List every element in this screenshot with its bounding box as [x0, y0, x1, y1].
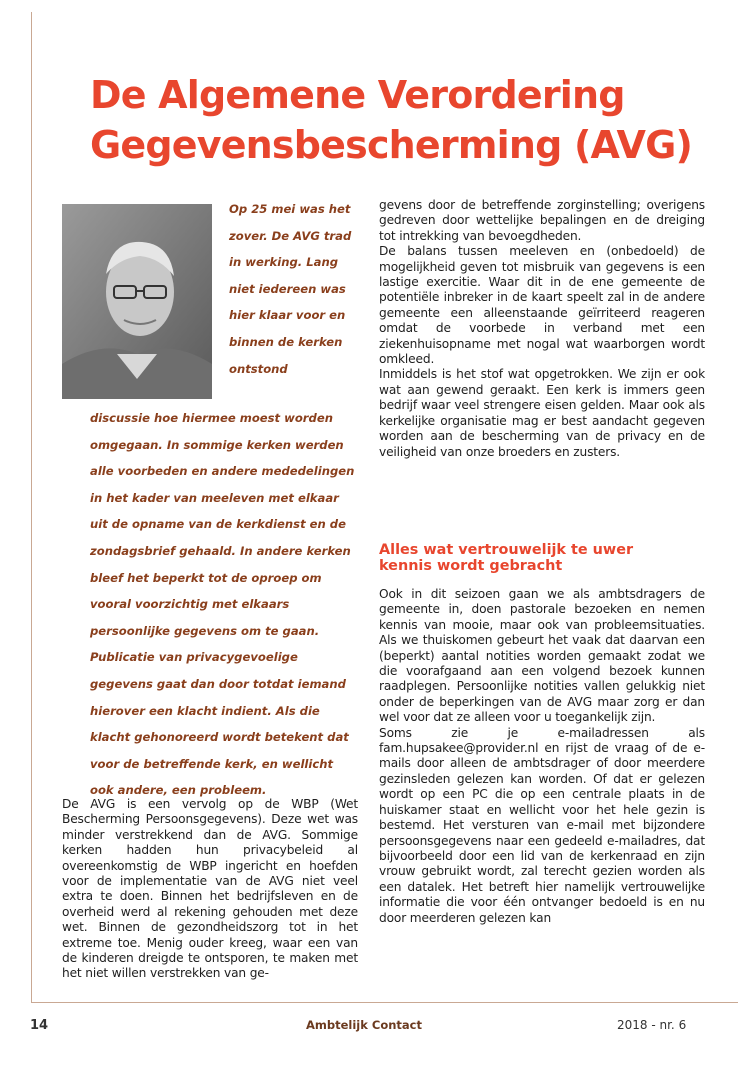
body-paragraph: gevens door de betreffende zorginstelling; overigens gedreven door wettelijke bepalingen en de dreiging tot intrekking van bevoegdheden.: [379, 198, 705, 243]
intro-text-continued: discussie hoe hiermee moest worden omgegaan. In sommige kerken werden alle voorbeden en andere mededelingen in het kader van meeleven met elkaar uit de opname van de kerkdienst en de zondagsbrief gehaald. In andere kerken bleef het beperkt tot de oproep om vooral voorzichtig met elkaars persoonlijke gegevens om te gaan. Publicatie van privacygevoelige gegevens gaat dan door totdat iemand hierover een klacht indient. Als die klacht gehonoreerd wordt betekent dat voor de betreffende kerk, en wellicht ook andere, een probleem.: [90, 411, 355, 798]
body-paragraph: Ook in dit seizoen gaan we als ambtsdragers de gemeente in, doen pastorale bezoeken en nemen kennis van mooie, maar ook van probleemsituaties. Als we thuiskomen gebeurt het vaak dat daarvan een (beperkt) aantal notities worden gemaakt zodat we die voorafgaand aan een volgend bezoek kunnen raadplegen. Persoonlijke notities vallen gelukkig niet onder de beperkingen van de AVG maar zorg er dan wel voor dat ze alleen voor u toegankelijk zijn.: [379, 587, 705, 725]
section-subheading: Alles wat vertrouwelijk te uwer kennis wordt gebracht: [379, 542, 634, 574]
body-column-right-top: [379, 198, 705, 460]
body-paragraph: De AVG is een vervolg op de WBP (Wet Bescherming Persoonsgegevens). Deze wet was minder verstrekkend dan de AVG. Sommige kerken hadden hun privacybeleid al overeenkomstig de WBP ingericht en hoefden voor de implementatie van de AVG niet veel extra te doen. Binnen het bedrijfsleven en de overheid werd al rekening gehouden met deze wet. Binnen de gezondheidszorg tot in het extreme toe. Menig ouder kreeg, waar een van de kinderen dreigde te ontsporen, te maken met het niet willen verstrekken van ge-: [62, 797, 358, 981]
left-margin-rule: [31, 12, 32, 1002]
article-title: De Algemene Verordering Gegevensbescherming (AVG): [90, 73, 693, 167]
body-column-right-bottom: [379, 587, 705, 926]
body-paragraph: De balans tussen meeleven en (onbedoeld) de mogelijkheid geven tot misbruik van gegevens is een lastige exercitie. Waar dit in de ene gemeente de potentiële inbreker in de kaart speelt zal in de andere gemeente een alleenstaande geïrriteerd reageren omdat de voorbede in verband met een ziekenhuisopname met nogal wat waarborgen wordt omkleed.: [379, 244, 705, 367]
magazine-name: Ambtelijk Contact: [306, 1018, 422, 1032]
body-column-left: [62, 797, 358, 982]
author-photo: [62, 204, 212, 399]
issue-number: 2018 - nr. 6: [617, 1018, 687, 1032]
body-paragraph: Inmiddels is het stof wat opgetrokken. We zijn er ook wat aan gewend geraakt. Een kerk is immers geen bedrijf waar veel strengere eisen gelden. Maar ook als kerkelijke organisatie mag er best aandacht gegeven worden aan de bescherming van de privacy en de veiligheid van onze broeders en zusters.: [379, 367, 705, 459]
footer-rule: [31, 1002, 738, 1003]
body-paragraph: Soms zie je e-mailadressen als fam.hupsakee@provider.nl en rijst de vraag of de e-mails door alleen de ambtsdrager of door meerdere gezinsleden gelezen kan worden. Of dat er gelezen wordt op een PC die op een centrale plaats in de huiskamer staat en wellicht voor het hele gezin is bestemd. Het versturen van e-mail met bijzondere persoonsgegevens naar een gedeeld e-mailadres, dat bijvoorbeeld door een lid van de kerkenraad en zijn vrouw gebruikt wordt, zal terecht gezien worden als een datalek. Het betreft hier namelijk vertrouwelijke informatie die voor één ontvanger bedoeld is en nu door meerderen gelezen kan: [379, 725, 705, 925]
page-number: 14: [30, 1018, 49, 1033]
intro-text-beside-photo: Op 25 mei was het zover. De AVG trad in werking. Lang niet iedereen was hier klaar voor en binnen de kerken ontstond: [229, 202, 352, 376]
